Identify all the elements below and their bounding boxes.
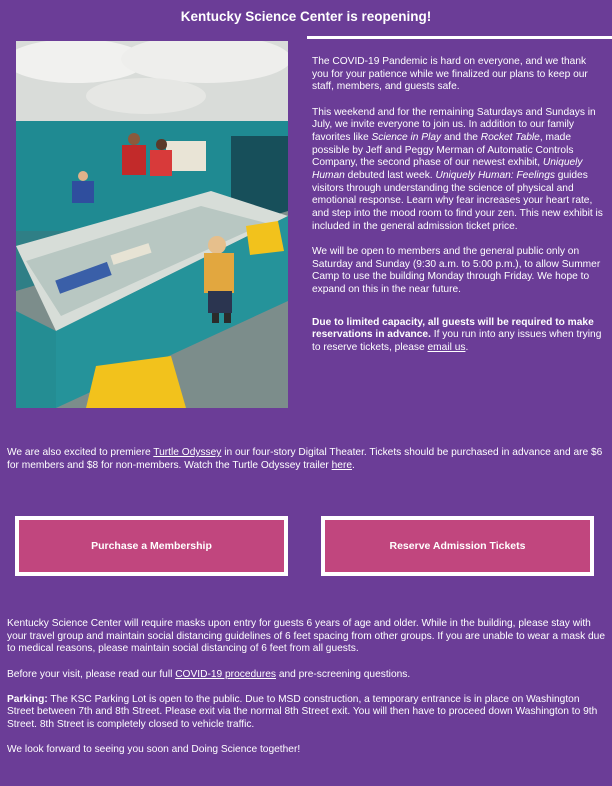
page-title: Kentucky Science Center is reopening! [180, 9, 432, 24]
intro-column [312, 56, 604, 367]
parking-paragraph: Parking: The KSC Parking Lot is open to the public. Due to MSD construction, a temporary entrance is in place on Washington Street between 7th and 8th Street. Please exit via the normal 8th Street exit. You will then have to proceed down Washington to 9th Street. 8th Street is completely closed to vehicle traffic. [7, 693, 598, 730]
turtle-odyssey-section [7, 447, 605, 485]
purchase-membership-button[interactable]: Purchase a Membership [15, 516, 288, 576]
bottom-info-section [7, 618, 605, 769]
intro-paragraph-2: This weekend and for the remaining Saturdays and Sundays in July, we invite everyone to join us. In addition to our family favorites like Science in Play and the Rocket Table, made possible by Jeff and Peggy Merman of Automatic Controls Company, the second phase of our newest exhibit, Uniquely Human debuted last week. Uniquely Human: Feelings guides visitors through understanding the science of physical and emotional response. Learn why fear increases your heart rate, and step into the mood room to find your zen. This new exhibit is included in the general admission ticket price. [312, 106, 603, 232]
reserve-tickets-button[interactable]: Reserve Admission Tickets [321, 516, 594, 576]
masks-paragraph: Kentucky Science Center will require masks upon entry for guests 6 years of age and older. While in the building, please stay with your travel group and maintain social distancing guidelines of 6 feet spacing from other groups. If you are unable to wear a mask due to medical reasons, please maintain social distancing of 6 feet from all guests. [7, 618, 606, 655]
email-us-link[interactable]: email us [427, 342, 466, 354]
exhibit-photo [16, 41, 288, 408]
intro-paragraph-3: We will be open to members and the general public only on Saturday and Sunday (9:30 a.m. to 5:00 p.m.), to allow Summer Camp to use the building Monday through Friday. We hope to expand on this in the near future. [312, 245, 601, 296]
turtle-odyssey-link[interactable]: Turtle Odyssey [153, 447, 222, 458]
intro-paragraph-1: The COVID-19 Pandemic is hard on everyone, and we thank you for your patience while we finalized our plans to keep our staff, members, and guests safe. [312, 56, 588, 93]
intro-paragraph-4: Due to limited capacity, all guests will be required to make reservations in advance. If you run into any issues when trying to reserve tickets, please email us. [312, 316, 602, 354]
header-divider [307, 36, 612, 39]
trailer-link[interactable]: here [331, 459, 353, 471]
closing-paragraph: We look forward to seeing you soon and Doing Science together! [7, 744, 301, 756]
turtle-paragraph: We are also excited to premiere Turtle Odyssey in our four-story Digital Theater. Tickets should be purchased in advance and are $6 for members and $8 for non-members. Watch the Turtle Odyssey trailer here. [7, 447, 603, 471]
visit-paragraph: Before your visit, please read our full COVID-19 procedures and pre-screening questions. [7, 668, 411, 680]
covid-procedures-link[interactable]: COVID-19 procedures [175, 668, 276, 680]
